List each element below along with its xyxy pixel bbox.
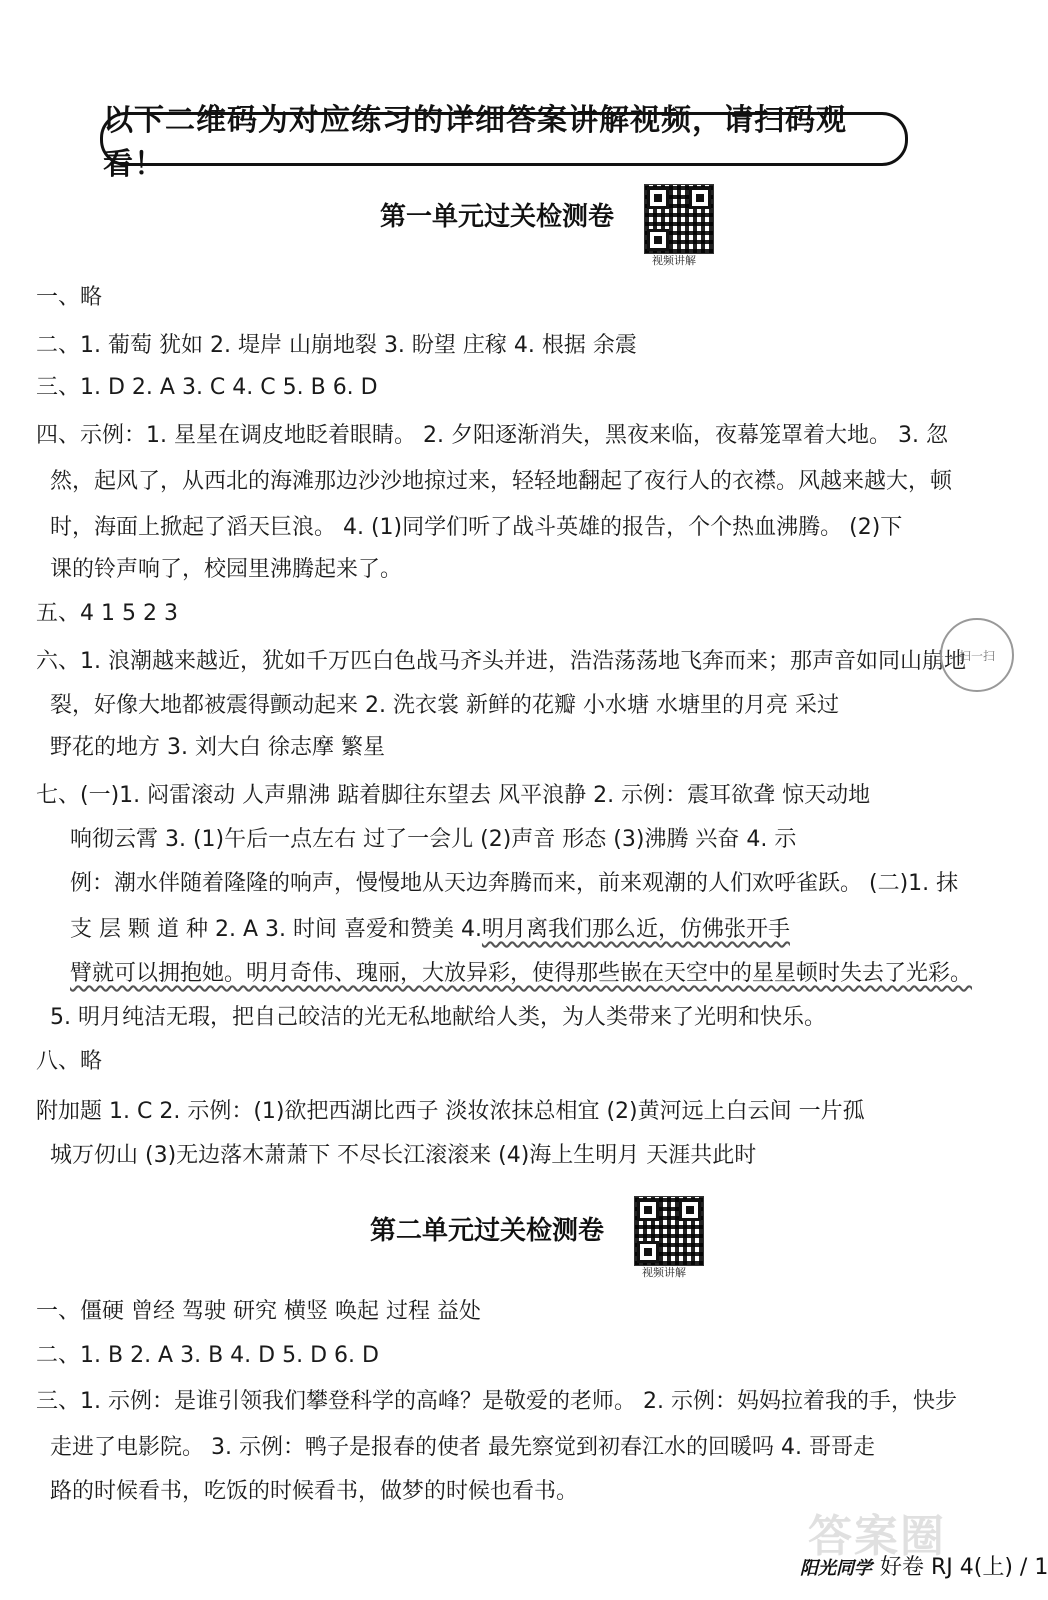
page-footer	[800, 1550, 1048, 1581]
answer-line: 三、1. D 2. A 3. C 4. C 5. B 6. D	[36, 375, 378, 400]
answer-line: 二、1. 葡萄 犹如 2. 堤岸 山崩地裂 3. 盼望 庄稼 4. 根据 余震	[36, 333, 637, 358]
answer-line: 野花的地方 3. 刘大白 徐志摩 繁星	[50, 735, 385, 760]
answer-line: 四、示例：1. 星星在调皮地眨着眼睛。 2. 夕阳逐渐消失，黑夜来临，夜幕笼罩着大地。 3. 忽	[36, 423, 948, 448]
underlined-answer: 明月离我们那么近，仿佛张开手	[481, 917, 790, 942]
underlined-answer: 臂就可以拥抱她。明月奇伟、瑰丽，大放异彩，使得那些嵌在天空中的星星顿时失去了光彩。	[70, 961, 973, 986]
answer-line	[70, 912, 790, 943]
unit1-qr-caption: 视频讲解	[652, 254, 696, 267]
answer-line: 裂，好像大地都被震得颤动起来 2. 洗衣裳 新鲜的花瓣 小水塘 水塘里的月亮 采过	[50, 693, 839, 718]
answer-line: 八、略	[36, 1049, 103, 1074]
unit1-qr-code-icon[interactable]	[644, 184, 714, 254]
answer-line: 5. 明月纯洁无瑕，把自己皎洁的光无私地献给人类，为人类带来了光明和快乐。	[50, 1005, 826, 1030]
answer-line: 一、略	[36, 285, 103, 310]
answer-line: 响彻云霄 3. (1)午后一点左右 过了一会儿 (2)声音 形态 (3)沸腾 兴奋 4. 示	[70, 827, 797, 852]
answer-line: 二、1. B 2. A 3. B 4. D 5. D 6. D	[36, 1343, 379, 1368]
answer-line: 例：潮水伴随着隆隆的响声，慢慢地从天边奔腾而来，前来观潮的人们欢呼雀跃。 (二)1. 抹	[70, 871, 959, 896]
answer-line: 路的时候看书，吃饭的时候看书，做梦的时候也看书。	[50, 1479, 579, 1504]
unit2-qr-caption: 视频讲解	[642, 1266, 686, 1279]
side-stamp: 扫一扫	[940, 618, 1014, 692]
watermark: 答案圈	[808, 1511, 946, 1562]
brand-logo: 阳光同学	[800, 1558, 872, 1579]
answer-line: 三、1. 示例：是谁引领我们攀登科学的高峰？是敬爱的老师。 2. 示例：妈妈拉着我的手，快步	[36, 1389, 957, 1414]
unit2-qr-code-icon[interactable]	[634, 1196, 704, 1266]
footer-text: 好卷 RJ 4(上) / 1	[880, 1555, 1048, 1580]
qr-instruction-banner: 以下二维码为对应练习的详细答案讲解视频，请扫码观看！	[100, 112, 908, 166]
answer-line: 一、僵硬 曾经 驾驶 研究 横竖 唤起 过程 益处	[36, 1299, 481, 1324]
answer-line: 然，起风了，从西北的海滩那边沙沙地掠过来，轻轻地翻起了夜行人的衣襟。风越来越大，顿	[50, 469, 953, 494]
answer-line: 城万仞山 (3)无边落木萧萧下 不尽长江滚滚来 (4)海上生明月 天涯共此时	[50, 1143, 757, 1168]
answer-line: 时，海面上掀起了滔天巨浪。 4. (1)同学们听了战斗英雄的报告，个个热血沸腾。 (2)下	[50, 515, 903, 540]
answer-line: 六、1. 浪潮越来越近，犹如千万匹白色战马齐头并进，浩浩荡荡地飞奔而来；那声音如同山崩地	[36, 649, 966, 674]
answer-line: 附加题 1. C 2. 示例：(1)欲把西湖比西子 淡妆浓抹总相宜 (2)黄河远上白云间 一片孤	[36, 1099, 865, 1124]
answer-line: 五、4 1 5 2 3	[36, 601, 178, 626]
unit2-title: 第二单元过关检测卷	[370, 1216, 605, 1246]
unit1-title: 第一单元过关检测卷	[380, 202, 615, 232]
answer-line: 七、(一)1. 闷雷滚动 人声鼎沸 踮着脚往东望去 风平浪静 2. 示例：震耳欲聋 惊天动地	[36, 783, 871, 808]
answer-line: 课的铃声响了，校园里沸腾起来了。	[50, 557, 403, 582]
answer-line-part: 支 层 颗 道 种 2. A 3. 时间 喜爱和赞美 4.	[70, 917, 482, 942]
answer-line: 走进了电影院。 3. 示例：鸭子是报春的使者 最先察觉到初春江水的回暖吗 4. 哥哥走	[50, 1435, 875, 1460]
